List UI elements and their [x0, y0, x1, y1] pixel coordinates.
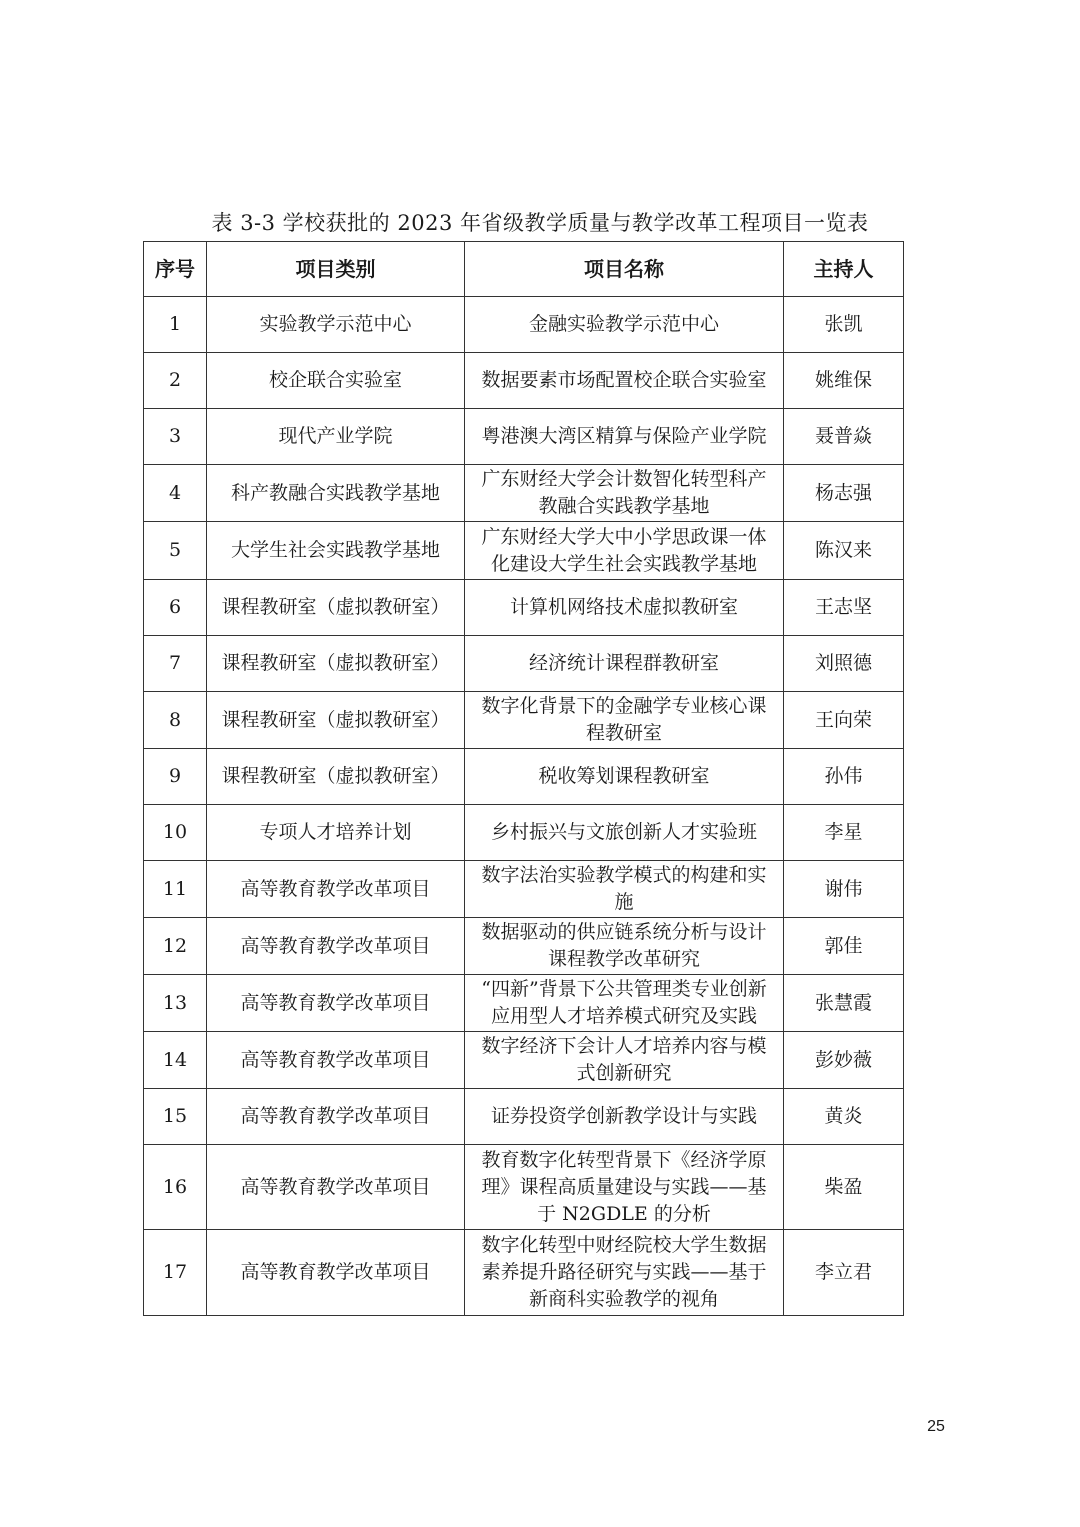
- cell-category: 专项人才培养计划: [207, 805, 465, 861]
- cell-host: 杨志强: [784, 465, 904, 522]
- cell-project-name: 证券投资学创新教学设计与实践: [465, 1089, 784, 1145]
- cell-no: 16: [144, 1145, 207, 1230]
- cell-category: 现代产业学院: [207, 409, 465, 465]
- cell-host: 张凯: [784, 297, 904, 353]
- cell-project-name: 数据驱动的供应链系统分析与设计课程教学改革研究: [465, 918, 784, 975]
- cell-category: 课程教研室（虚拟教研室）: [207, 692, 465, 749]
- header-no: 序号: [144, 242, 207, 297]
- table-caption: 表 3-3 学校获批的 2023 年省级教学质量与教学改革工程项目一览表: [211, 211, 869, 235]
- cell-category: 大学生社会实践教学基地: [207, 522, 465, 580]
- cell-no: 15: [144, 1089, 207, 1145]
- table-row: [144, 749, 904, 805]
- table-row: [144, 636, 904, 692]
- cell-host: 刘照德: [784, 636, 904, 692]
- cell-host: 李星: [784, 805, 904, 861]
- table-row: [144, 353, 904, 409]
- table-row: [144, 409, 904, 465]
- cell-project-name: 计算机网络技术虚拟教研室: [465, 580, 784, 636]
- cell-project-name: 广东财经大学会计数智化转型科产教融合实践教学基地: [465, 465, 784, 522]
- cell-no: 1: [144, 297, 207, 353]
- cell-project-name: 税收筹划课程教研室: [465, 749, 784, 805]
- cell-project-name: 广东财经大学大中小学思政课一体化建设大学生社会实践教学基地: [465, 522, 784, 580]
- cell-project-name: 数据要素市场配置校企联合实验室: [465, 353, 784, 409]
- cell-project-name: 数字化背景下的金融学专业核心课程教研室: [465, 692, 784, 749]
- cell-host: 孙伟: [784, 749, 904, 805]
- cell-host: 姚维保: [784, 353, 904, 409]
- cell-category: 课程教研室（虚拟教研室）: [207, 636, 465, 692]
- cell-host: 黄炎: [784, 1089, 904, 1145]
- cell-no: 8: [144, 692, 207, 749]
- table-row: [144, 1089, 904, 1145]
- table-row: [144, 975, 904, 1032]
- table-row: [144, 1032, 904, 1089]
- cell-host: 彭妙薇: [784, 1032, 904, 1089]
- page-number: 25: [927, 1418, 945, 1435]
- cell-no: 3: [144, 409, 207, 465]
- cell-category: 科产教融合实践教学基地: [207, 465, 465, 522]
- cell-no: 17: [144, 1230, 207, 1316]
- table-row: [144, 805, 904, 861]
- cell-category: 高等教育教学改革项目: [207, 918, 465, 975]
- cell-no: 10: [144, 805, 207, 861]
- cell-host: 王向荣: [784, 692, 904, 749]
- cell-category: 实验教学示范中心: [207, 297, 465, 353]
- cell-host: 谢伟: [784, 861, 904, 918]
- cell-project-name: 数字法治实验教学模式的构建和实施: [465, 861, 784, 918]
- table-row: [144, 465, 904, 522]
- cell-category: 课程教研室（虚拟教研室）: [207, 580, 465, 636]
- cell-project-name: 粤港澳大湾区精算与保险产业学院: [465, 409, 784, 465]
- table-row: [144, 580, 904, 636]
- cell-project-name: 教育数字化转型背景下《经济学原理》课程高质量建设与实践——基于 N2GDLE 的分析: [465, 1145, 784, 1230]
- header-category: 项目类别: [207, 242, 465, 297]
- table-header-row: [144, 242, 904, 297]
- cell-no: 7: [144, 636, 207, 692]
- header-project-name: 项目名称: [465, 242, 784, 297]
- cell-host: 陈汉来: [784, 522, 904, 580]
- cell-no: 9: [144, 749, 207, 805]
- cell-host: 郭佳: [784, 918, 904, 975]
- table-row: [144, 1230, 904, 1316]
- cell-host: 聂普焱: [784, 409, 904, 465]
- cell-no: 14: [144, 1032, 207, 1089]
- cell-project-name: 经济统计课程群教研室: [465, 636, 784, 692]
- cell-category: 高等教育教学改革项目: [207, 861, 465, 918]
- cell-category: 高等教育教学改革项目: [207, 1230, 465, 1316]
- cell-host: 柴盈: [784, 1145, 904, 1230]
- cell-project-name: 数字经济下会计人才培养内容与模式创新研究: [465, 1032, 784, 1089]
- cell-category: 高等教育教学改革项目: [207, 1089, 465, 1145]
- cell-no: 12: [144, 918, 207, 975]
- cell-project-name: 乡村振兴与文旅创新人才实验班: [465, 805, 784, 861]
- cell-host: 王志坚: [784, 580, 904, 636]
- cell-no: 2: [144, 353, 207, 409]
- projects-table: [143, 241, 904, 1316]
- cell-category: 校企联合实验室: [207, 353, 465, 409]
- table-row: [144, 861, 904, 918]
- cell-no: 11: [144, 861, 207, 918]
- cell-host: 李立君: [784, 1230, 904, 1316]
- cell-category: 高等教育教学改革项目: [207, 1032, 465, 1089]
- cell-project-name: 数字化转型中财经院校大学生数据素养提升路径研究与实践——基于新商科实验教学的视角: [465, 1230, 784, 1316]
- table-row: [144, 1145, 904, 1230]
- cell-no: 13: [144, 975, 207, 1032]
- cell-category: 课程教研室（虚拟教研室）: [207, 749, 465, 805]
- cell-host: 张慧霞: [784, 975, 904, 1032]
- cell-category: 高等教育教学改革项目: [207, 1145, 465, 1230]
- header-host: 主持人: [784, 242, 904, 297]
- cell-no: 4: [144, 465, 207, 522]
- table-row: [144, 918, 904, 975]
- cell-project-name: 金融实验教学示范中心: [465, 297, 784, 353]
- table-row: [144, 522, 904, 580]
- table-row: [144, 692, 904, 749]
- table-row: [144, 297, 904, 353]
- cell-category: 高等教育教学改革项目: [207, 975, 465, 1032]
- cell-project-name: “四新”背景下公共管理类专业创新应用型人才培养模式研究及实践: [465, 975, 784, 1032]
- cell-no: 6: [144, 580, 207, 636]
- cell-no: 5: [144, 522, 207, 580]
